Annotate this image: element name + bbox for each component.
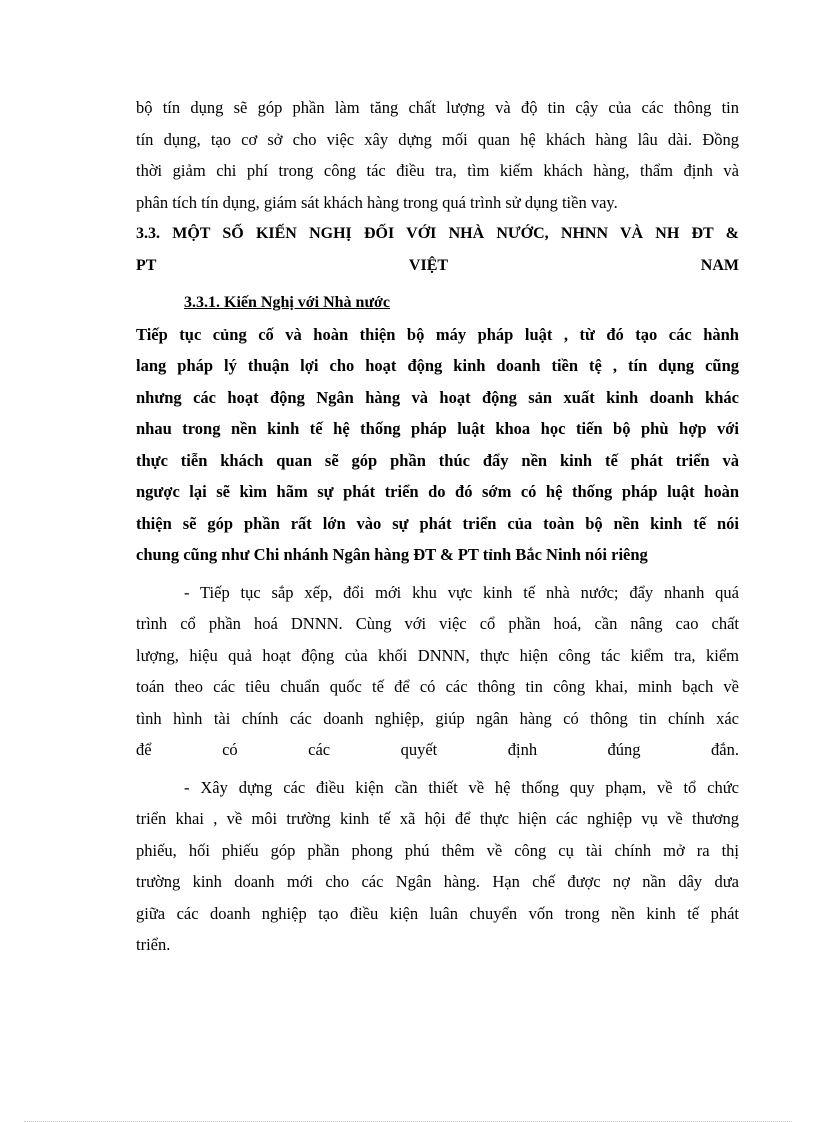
text-line: toán theo các tiêu chuẩn quốc tế để có các thông tin công khai, minh bạch về	[136, 677, 739, 696]
text-line: thực tiễn khách quan sẽ góp phần thúc đẩy nền kinh tế phát triển và	[136, 450, 739, 470]
text-line: thời giảm chi phí trong công tác điều tra, tìm kiếm khách hàng, thẩm định và	[136, 161, 739, 180]
document-page	[136, 92, 739, 961]
text-line: nhưng các hoạt động Ngân hàng và hoạt động sản xuất kinh doanh khác	[136, 387, 739, 407]
text-line: phiếu, hối phiếu góp phần phong phú thêm về công cụ tài chính mở ra thị	[136, 840, 739, 860]
text-line: trình cổ phần hoá DNNN. Cùng với việc cổ phần hoá, cần nâng cao chất	[136, 614, 739, 633]
text-line: bộ tín dụng sẽ góp phần làm tăng chất lượng và độ tin cậy của các thông tin	[136, 98, 739, 117]
text-line: ngược lại sẽ kìm hãm sự phát triển do đó sớm có hệ thống pháp luật hoàn	[136, 482, 739, 501]
text-line: chung cũng như Chi nhánh Ngân hàng ĐT & PT tỉnh Bắc Ninh nói riêng	[136, 545, 648, 564]
heading-line: 3.3. MỘT SỐ KIẾN NGHỊ ĐỐI VỚI NHÀ NƯỚC, NHNN VÀ NH ĐT &	[136, 225, 739, 242]
text-line: giữa các doanh nghiệp tạo điều kiện luân chuyển vốn trong nền kinh tế phát	[136, 903, 739, 923]
text-line: lang pháp lý thuận lợi cho hoạt động kinh doanh tiền tệ , tín dụng cũng	[136, 356, 739, 375]
text-line: Tiếp tục củng cố và hoàn thiện bộ máy pháp luật , từ đó tạo các hành	[136, 324, 739, 344]
paragraph-bullet-1	[136, 577, 739, 766]
text-line: trường kinh doanh mới cho các Ngân hàng. Hạn chế được nợ nần dây dưa	[136, 872, 739, 891]
text-line: tín dụng, tạo cơ sở cho việc xây dựng mối quan hệ khách hàng lâu dài. Đồng	[136, 129, 739, 149]
subsection-heading-text: 3.3.1. Kiến Nghị với Nhà nước	[184, 294, 391, 311]
text-line: lượng, hiệu quả hoạt động của khối DNNN, thực hiện công tác kiểm tra, kiểm	[136, 645, 739, 665]
text-line: để có các quyết định đúng đắn.	[136, 740, 739, 759]
section-heading	[136, 218, 739, 281]
text-line: thiện sẽ góp phần rất lớn vào sự phát triển của toàn bộ nền kinh tế nói	[136, 513, 739, 533]
paragraph-bold	[136, 319, 739, 571]
paragraph-intro	[136, 92, 739, 218]
text-line: triển khai , về môi trường kinh tế xã hội để thực hiện các nghiệp vụ về thương	[136, 809, 739, 828]
subsection-heading	[136, 287, 739, 319]
page-bottom-divider	[24, 1121, 792, 1122]
text-line: triển.	[136, 935, 171, 954]
text-line: tình hình tài chính các doanh nghiệp, giúp ngân hàng có thông tin chính xác	[136, 708, 739, 728]
text-line: phân tích tín dụng, giám sát khách hàng trong quá trình sử dụng tiền vay.	[136, 192, 618, 212]
text-line: - Xây dựng các điều kiện cần thiết về hệ thống quy phạm, về tổ chức	[184, 777, 739, 797]
paragraph-bullet-2	[136, 772, 739, 961]
text-line: - Tiếp tục sắp xếp, đổi mới khu vực kinh tế nhà nước; đẩy nhanh quá	[184, 582, 739, 602]
text-line: nhau trong nền kinh tế hệ thống pháp luật khoa học tiến bộ phù hợp với	[136, 419, 739, 438]
heading-line: PT VIỆT NAM	[136, 256, 739, 274]
